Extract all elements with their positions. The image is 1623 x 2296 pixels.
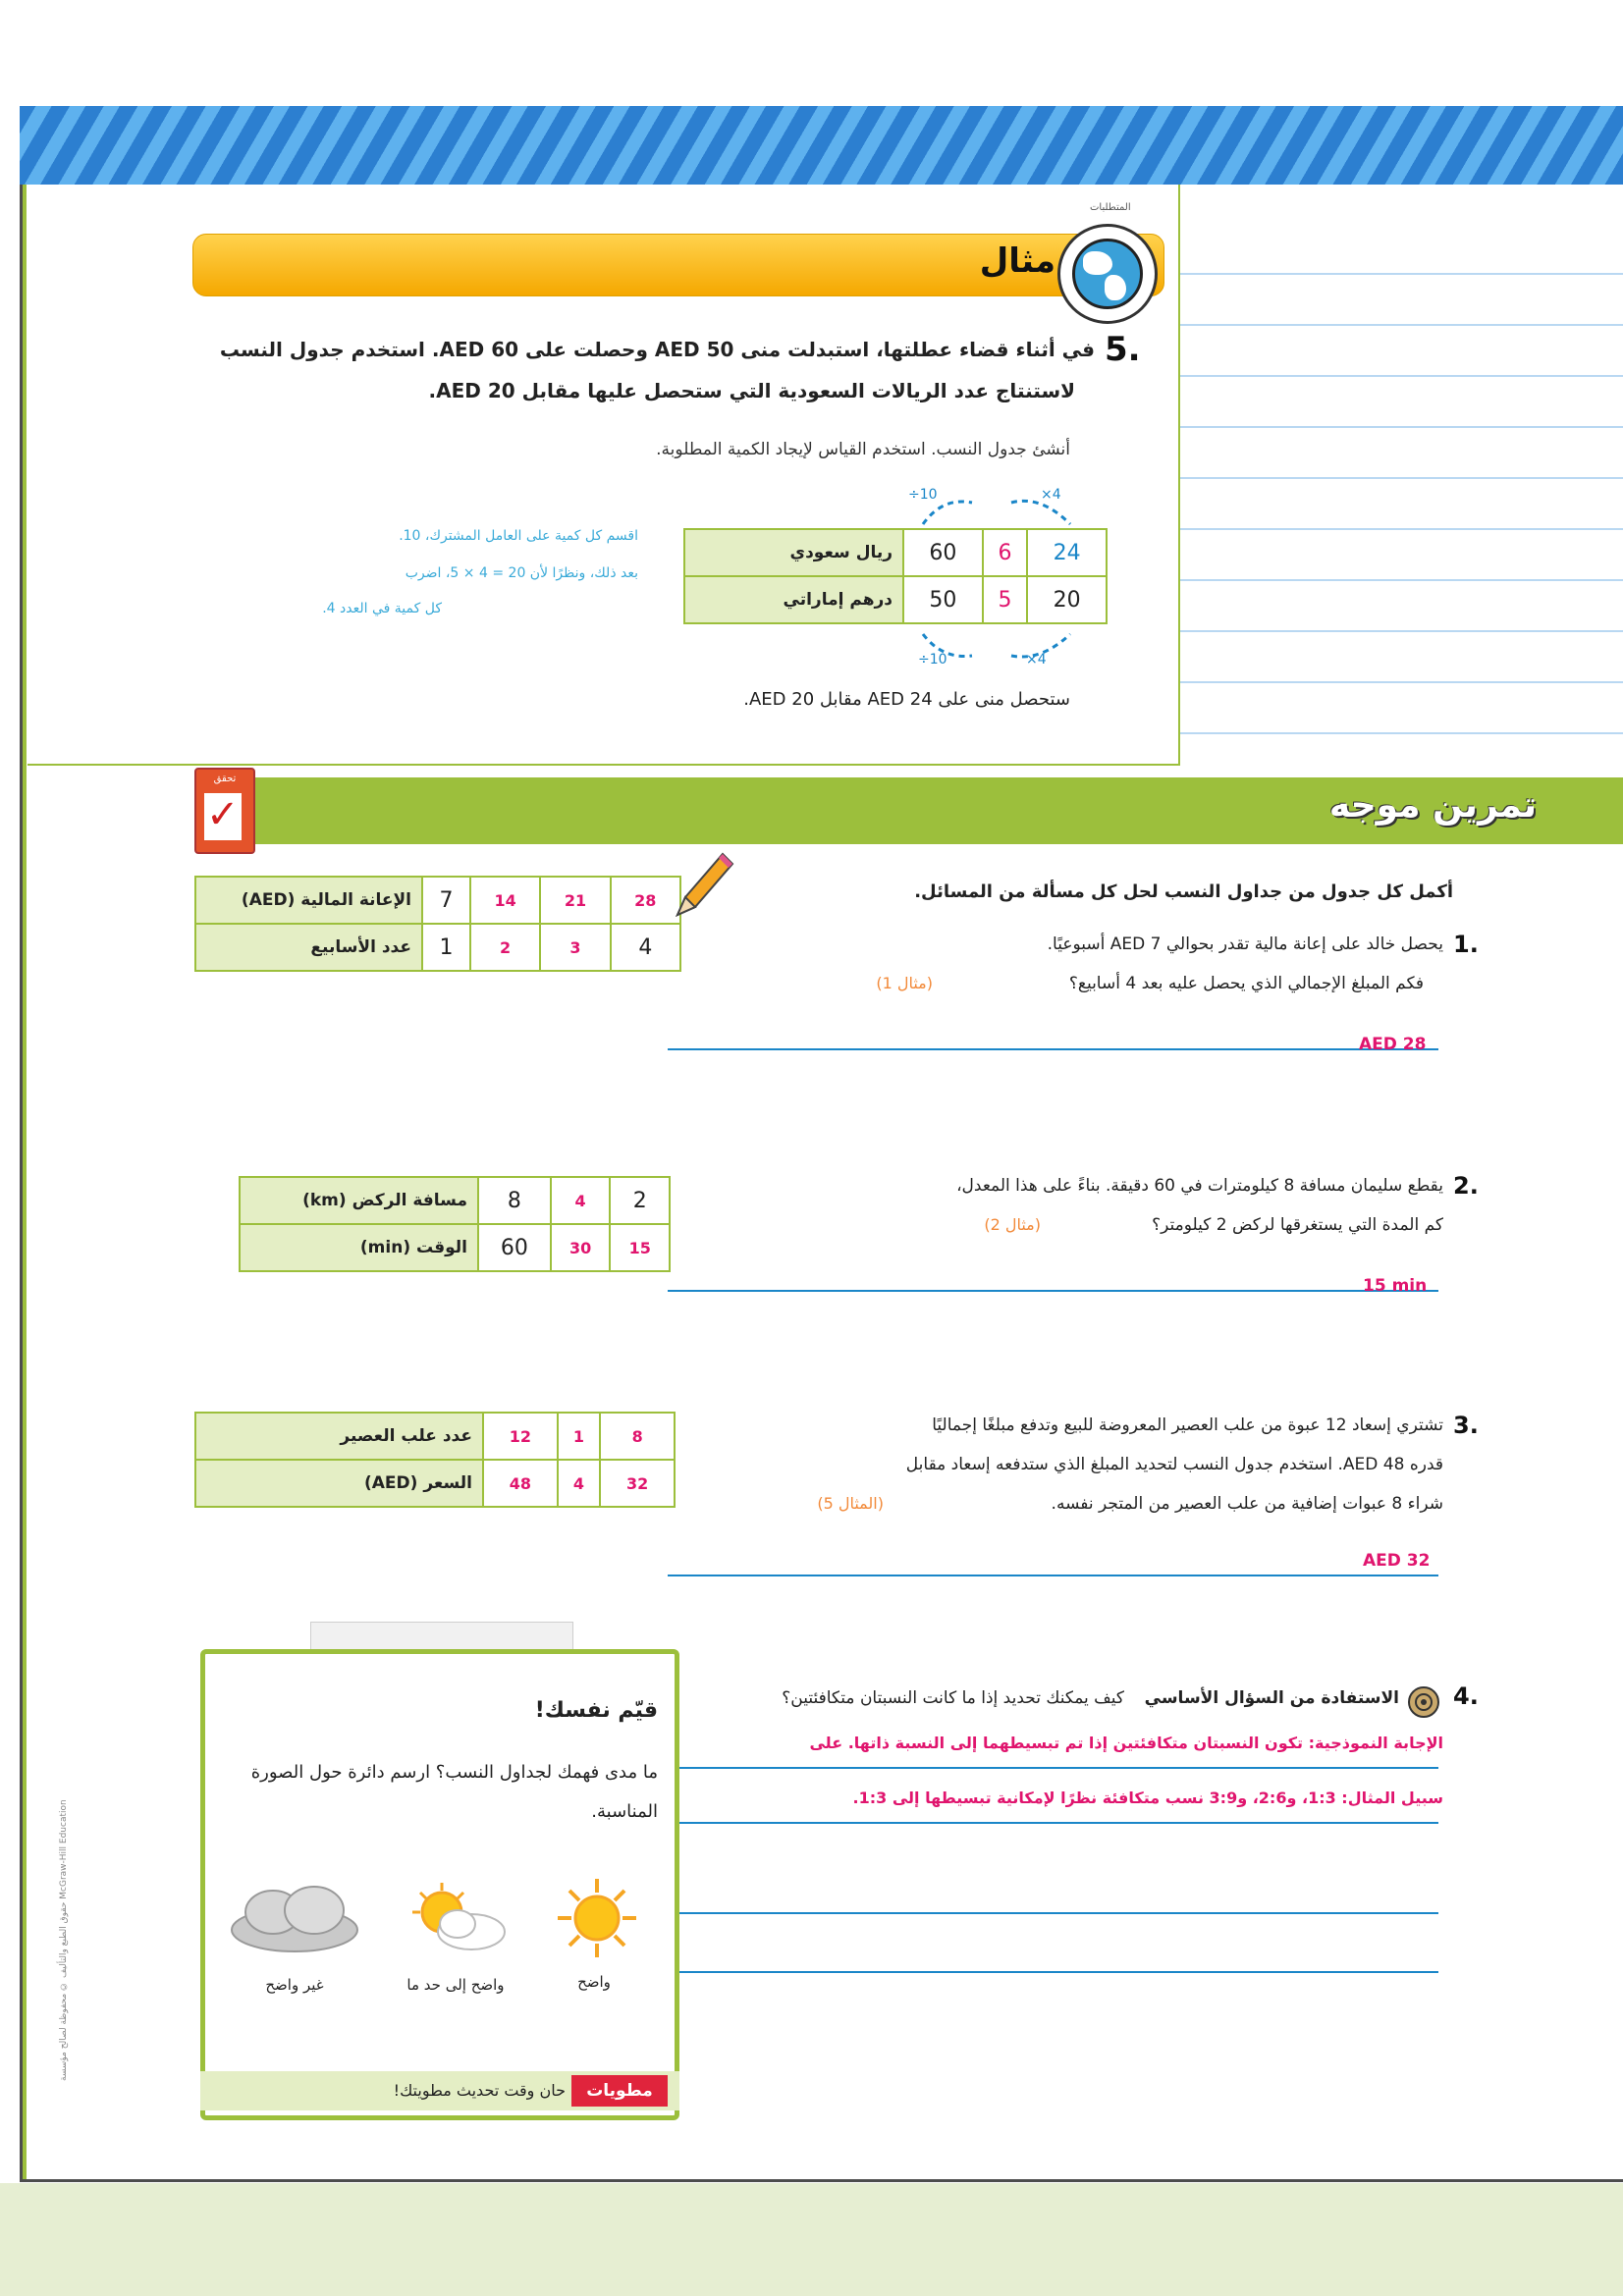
cell: 20 (1027, 576, 1107, 623)
top-op-multiply: ×4 (1041, 487, 1061, 503)
q4-answer-line (668, 1767, 1438, 1769)
cell: 8 (600, 1413, 675, 1460)
q4-question: كيف يمكنك تحديد إذا ما كانت النسبتان متكافئتين؟ (782, 1688, 1124, 1708)
notes-line (1180, 681, 1623, 683)
example-answer: ستحصل منى على 24 AED مقابل 20 AED. (743, 689, 1070, 710)
example-ratio-table (683, 528, 1108, 624)
cell: 50 (903, 576, 983, 623)
cell: 8 (478, 1177, 551, 1224)
option-somewhat: واضح إلى حد ما (406, 1976, 505, 1994)
q3-ref: (المثال 5) (817, 1494, 884, 1513)
q3-line3: شراء 8 عبوات إضافية من علب العصير من المتجر نفسه. (1051, 1494, 1443, 1514)
row2-label: درهم إماراتي (684, 576, 903, 623)
q3-answer-line (668, 1575, 1438, 1576)
q2-ratio-table (239, 1176, 671, 1272)
cell: 7 (422, 877, 470, 924)
cell: 48 (483, 1460, 558, 1507)
cell: 28 (611, 877, 680, 924)
q2-line1: يقطع سليمان مسافة 8 كيلومترات في 60 دقيقة. بناءً على هذا المعدل، (956, 1176, 1443, 1196)
check-caption: تحقق (213, 774, 237, 784)
q2-answer-line (668, 1290, 1438, 1292)
row2-label: السعر (AED) (195, 1460, 483, 1507)
cell: 24 (1027, 529, 1107, 576)
q1-ratio-table (194, 876, 681, 972)
top-arrows-icon (884, 491, 1119, 530)
q1-ref: (مثال 1) (876, 974, 933, 992)
example-instruction: أنشئ جدول النسب. استخدم القياس لإيجاد الكمية المطلوبة. (656, 440, 1070, 459)
partly-sunny-icon[interactable] (403, 1881, 513, 1959)
q4-number: 4. (1453, 1682, 1479, 1710)
cell: 30 (551, 1224, 611, 1271)
q3-answer: AED 32 (1363, 1551, 1431, 1571)
bottom-op-multiply: ×4 (1026, 652, 1047, 667)
cell: 4 (551, 1177, 611, 1224)
q4-lead: الاستفادة من السؤال الأساسي (1144, 1688, 1399, 1708)
cloud-icon[interactable] (222, 1877, 367, 1959)
q2-ref: (مثال 2) (984, 1215, 1041, 1234)
page-background (0, 2183, 1623, 2296)
cell: 5 (983, 576, 1027, 623)
foldables-tag: مطويات (571, 2075, 668, 2107)
cell: 15 (610, 1224, 670, 1271)
cell: 12 (483, 1413, 558, 1460)
notes-line (1180, 273, 1623, 275)
copyright-side-text: حقوق الطبع والتأليف © محفوظة لصالح مؤسسة McGraw-Hill Education (59, 1799, 69, 2081)
q3-ratio-table (194, 1412, 676, 1508)
globe-caption: المتطلبات (1090, 202, 1131, 213)
q1-line2: فكم المبلغ الإجمالي الذي يحصل عليه بعد 4 أسابيع؟ (1068, 974, 1424, 993)
self-check-title: قيّم نفسك! (534, 1698, 658, 1723)
q2-line2: كم المدة التي يستغرقها لركض 2 كيلومتر؟ (1152, 1215, 1443, 1235)
cell: 1 (558, 1413, 601, 1460)
option-unclear: غير واضح (265, 1976, 324, 1994)
cell: 4 (611, 924, 680, 971)
header-stripe (20, 106, 1623, 185)
row2-label: عدد الأسابيع (195, 924, 422, 971)
example-divider (27, 764, 1180, 766)
row1-label: ريال سعودي (684, 529, 903, 576)
option-clear: واضح (577, 1973, 611, 1991)
q4-answer-line1: الإجابة النموذجية: تكون النسبتان متكافئتين إذا تم تبسيطهما إلى النسبة ذاتها. على (809, 1734, 1443, 1752)
q4-answer-line (668, 1822, 1438, 1824)
guided-instruction: أكمل كل جدول من جداول النسب لحل كل مسألة من المسائل. (914, 881, 1453, 902)
q3-line2: قدره 48 AED. استخدم جدول النسب لتحديد المبلغ الذي ستدفعه إسعاد مقابل (905, 1455, 1443, 1474)
check-icon: تحقق ✓ (194, 768, 255, 854)
hint-line3: كل كمية في العدد 4. (322, 601, 442, 616)
cell: 60 (478, 1224, 551, 1271)
cell: 21 (540, 877, 610, 924)
q1-number: 1. (1453, 931, 1479, 958)
cell: 60 (903, 529, 983, 576)
cell: 6 (983, 529, 1027, 576)
top-op-divide: ÷10 (908, 487, 938, 503)
cell: 4 (558, 1460, 601, 1507)
q2-number: 2. (1453, 1172, 1479, 1200)
q2-answer: 15 min (1363, 1276, 1428, 1296)
guided-practice-title: تمرين موجه (1328, 785, 1537, 826)
row2-label: الوقت (min) (240, 1224, 478, 1271)
cell: 32 (600, 1460, 675, 1507)
notes-line (1180, 426, 1623, 428)
cell: 2 (610, 1177, 670, 1224)
notes-line (1180, 528, 1623, 530)
row1-label: مسافة الركض (km) (240, 1177, 478, 1224)
q3-number: 3. (1453, 1412, 1479, 1439)
notes-line (1180, 579, 1623, 581)
row1-label: الإعانة المالية (AED) (195, 877, 422, 924)
notes-line (1180, 630, 1623, 632)
notes-line (1180, 324, 1623, 326)
cell: 3 (540, 924, 610, 971)
self-check-text: ما مدى فهمك لجداول النسب؟ ارسم دائرة حول الصورة المناسبة. (250, 1762, 658, 1822)
notes-line (1180, 375, 1623, 377)
row1-label: عدد علب العصير (195, 1413, 483, 1460)
q5-number: 5. (1105, 330, 1141, 369)
q3-line1: تشتري إسعاد 12 عبوة من علب العصير المعروضة للبيع وتدفع مبلغًا إجماليًا (932, 1415, 1443, 1435)
hint-line1: اقسم كل كمية على العامل المشترك، 10. (399, 528, 638, 544)
notes-line (1180, 477, 1623, 479)
sun-icon[interactable] (556, 1877, 638, 1959)
hint-line2: بعد ذلك، ونظرًا لأن 20 = 4 × 5، اضرب (405, 565, 638, 581)
cell: 2 (470, 924, 540, 971)
q4-answer-line2: سبيل المثال: 1:3، و2:6، و3:9 نسب متكافئة نظرًا لإمكانية تبسيطها إلى 1:3. (852, 1789, 1443, 1807)
q5-line2: لاستنتاج عدد الريالات السعودية التي ستحصل عليها مقابل 20 AED. (428, 379, 1075, 402)
q4-answer-line (668, 1912, 1438, 1914)
q1-answer-line (668, 1048, 1438, 1050)
cell: 1 (422, 924, 470, 971)
cell: 14 (470, 877, 540, 924)
bottom-op-divide: ÷10 (918, 652, 947, 667)
left-margin-bar (23, 185, 27, 2179)
q4-answer-line (668, 1971, 1438, 1973)
q5-line1: في أثناء قضاء عطلتها، استبدلت منى 50 AED وحصلت على 60 AED. استخدم جدول النسب (219, 338, 1095, 361)
notes-line (1180, 732, 1623, 734)
notes-divider (1178, 185, 1180, 764)
q1-line1: يحصل خالد على إعانة مالية تقدر بحوالي 7 AED أسبوعيًا. (1047, 934, 1443, 954)
q1-answer: AED 28 (1359, 1035, 1427, 1054)
example-title: مثال (979, 241, 1055, 281)
globe-icon (1057, 224, 1158, 324)
foldables-text: حان وقت تحديث مطويتك! (393, 2081, 566, 2100)
pencil-icon (668, 846, 736, 921)
essential-question-icon (1404, 1684, 1443, 1720)
